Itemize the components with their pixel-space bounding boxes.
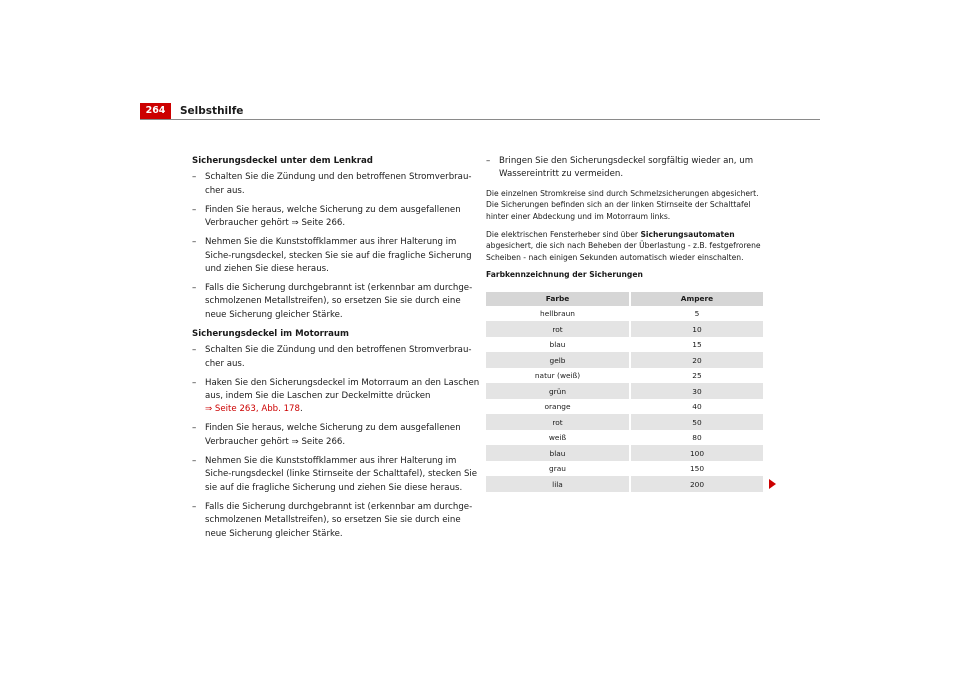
cell-color: blau [486, 337, 630, 353]
table-row [486, 399, 763, 415]
step-text: Falls die Sicherung durchgebrannt ist (erkennbar am durchge-schmolzenen Metallstreifen), so ersetzen Sie sie durch eine neue Sicherung gleicher Stärke. [205, 501, 473, 539]
fuse-color-table [486, 292, 763, 492]
section-title: Selbsthilfe [180, 105, 244, 117]
cell-color: weiß [486, 430, 630, 446]
table-row [486, 430, 763, 446]
paragraph-fuse-location: Die einzelnen Stromkreise sind durch Schmelzsicherungen abgesichert. Die Sicherungen befinden sich an der linken Stirnseite der Schalttafel hinter einer Abdeckung und im Motorraum links. [486, 188, 759, 221]
table-row [486, 414, 763, 430]
step-list-engine [192, 344, 482, 541]
step-text: Falls die Sicherung durchgebrannt ist (erkennbar am durchge-schmolzenen Metallstreifen), so ersetzen Sie sie durch eine neue Sicherung gleicher Stärke. [205, 283, 473, 320]
cell-color: hellbraun [486, 306, 630, 322]
cell-ampere: 30 [630, 383, 763, 399]
keyword-auto-fuse: Sicherungsautomaten [640, 229, 735, 239]
step-item: – Nehmen Sie die Kunststoffklammer aus ihrer Halterung im Siche-rungsdeckel (linke Stirnseite der Schalttafel), stecken Sie sie auf die fragliche Sicherung und ziehen Sie diese heraus. [192, 455, 478, 493]
cell-color: rot [486, 321, 630, 337]
heading-steering-fuse-cover: Sicherungsdeckel unter dem Lenkrad [192, 156, 373, 166]
cell-ampere: 200 [630, 476, 763, 492]
step-text: Nehmen Sie die Kunststoffklammer aus ihrer Halterung im Siche-rungsdeckel, stecken Sie sie auf die fragliche Sicherung und ziehen Sie diese heraus. [205, 237, 472, 275]
cell-ampere: 40 [692, 402, 702, 412]
table-row [486, 321, 763, 337]
step-text: Schalten Sie die Zündung und den betroffenen Stromverbrau-cher aus. [205, 345, 472, 369]
step-item: – Schalten Sie die Zündung und den betroffenen Stromverbrau-cher aus. [192, 172, 472, 196]
cell-color: lila [486, 476, 630, 492]
step-item-final: – Bringen Sie den Sicherungsdeckel sorgfältig wieder an, um Wassereintritt zu vermeiden. [486, 156, 754, 180]
table-row [486, 476, 763, 492]
step-list-steering [192, 171, 482, 322]
table-row [486, 445, 763, 461]
cell-ampere: 80 [692, 433, 702, 443]
cell-ampere: 5 [694, 309, 700, 319]
table-row [486, 461, 763, 477]
cell-ampere: 15 [692, 340, 702, 350]
cell-color: grau [486, 461, 630, 477]
cell-color: blau [486, 445, 630, 461]
step-text: Bringen Sie den Sicherungsdeckel sorgfältig wieder an, um Wassereintritt zu vermeiden. [499, 156, 754, 180]
table-row [486, 352, 763, 368]
cell-ampere: 50 [630, 414, 763, 430]
cell-color: grün [486, 383, 630, 399]
step-end-punct: . [299, 404, 303, 415]
page-reference-link[interactable]: ⇒ Seite 263, Abb. 178 [205, 404, 300, 415]
right-column [486, 155, 768, 492]
step-item: – Haken Sie den Sicherungsdeckel im Motorraum an den Laschen aus, indem Sie die Laschen zur Deckelmitte drücken ⇒ Seite 263, Abb. 178. [192, 377, 480, 415]
cell-ampere: 25 [692, 371, 702, 381]
step-item: – Falls die Sicherung durchgebrannt ist (erkennbar am durchge-schmolzenen Metallstreifen), so ersetzen Sie sie durch eine neue Sicherung gleicher Stärke. [192, 283, 473, 320]
page-number: 264 [140, 103, 171, 119]
step-text: Haken Sie den Sicherungsdeckel im Motorraum an den Laschen aus, indem Sie die Laschen zur Deckelmitte drücken [205, 377, 480, 402]
cell-ampere: 150 [689, 464, 705, 474]
step-item: – Falls die Sicherung durchgebrannt ist (erkennbar am durchge-schmolzenen Metallstreifen), so ersetzen Sie sie durch eine neue Sicherung gleicher Stärke. [192, 501, 473, 539]
cell-color: orange [486, 399, 630, 415]
step-item: – Finden Sie heraus, welche Sicherung zu dem ausgefallenen Verbraucher gehört ⇒ Seite 266. [192, 423, 461, 447]
cell-color: rot [486, 414, 630, 430]
cell-ampere: 100 [630, 445, 763, 461]
table-row [486, 306, 763, 322]
table-title: Farbkennzeichnung der Sicherungen [486, 270, 643, 280]
continue-arrow-icon [769, 479, 776, 489]
heading-engine-fuse-cover: Sicherungsdeckel im Motorraum [192, 328, 349, 339]
step-text: Nehmen Sie die Kunststoffklammer aus ihrer Halterung im Siche-rungsdeckel (linke Stirnseite der Schalttafel), stecken Sie sie auf die fragliche Sicherung und ziehen Sie diese heraus. [205, 455, 478, 493]
column-header-ampere: Ampere [630, 292, 763, 306]
step-text: Schalten Sie die Zündung und den betroffenen Stromverbrau-cher aus. [205, 172, 472, 196]
table-header-row [486, 292, 763, 306]
step-text: Finden Sie heraus, welche Sicherung zu dem ausgefallenen Verbraucher gehört ⇒ Seite 266. [205, 204, 461, 229]
cell-ampere: 10 [630, 321, 763, 337]
table-row [486, 368, 763, 384]
cell-ampere: 20 [630, 352, 763, 368]
table-row [486, 337, 763, 353]
header-rule [140, 119, 820, 120]
cell-color: natur (weiß) [486, 368, 630, 384]
column-header-color: Farbe [486, 292, 630, 306]
step-text: Finden Sie heraus, welche Sicherung zu dem ausgefallenen Verbraucher gehört ⇒ Seite 266. [205, 423, 461, 447]
paragraph-auto-fuses: Die elektrischen Fensterheber sind über Sicherungsautomaten abgesichert, die sich nach Beheben der Überlastung - z.B. festgefrorene Scheiben - nach einigen Sekunden automatisch wieder einschalten. [486, 229, 761, 262]
table-row [486, 383, 763, 399]
left-column [192, 155, 482, 547]
step-item: – Finden Sie heraus, welche Sicherung zu dem ausgefallenen Verbraucher gehört ⇒ Seite 266. [192, 204, 461, 229]
step-item: – Schalten Sie die Zündung und den betroffenen Stromverbrau-cher aus. [192, 345, 472, 369]
step-item: – Nehmen Sie die Kunststoffklammer aus ihrer Halterung im Siche-rungsdeckel, stecken Sie sie auf die fragliche Sicherung und ziehen Sie diese heraus. [192, 237, 472, 275]
cell-color: gelb [486, 352, 630, 368]
